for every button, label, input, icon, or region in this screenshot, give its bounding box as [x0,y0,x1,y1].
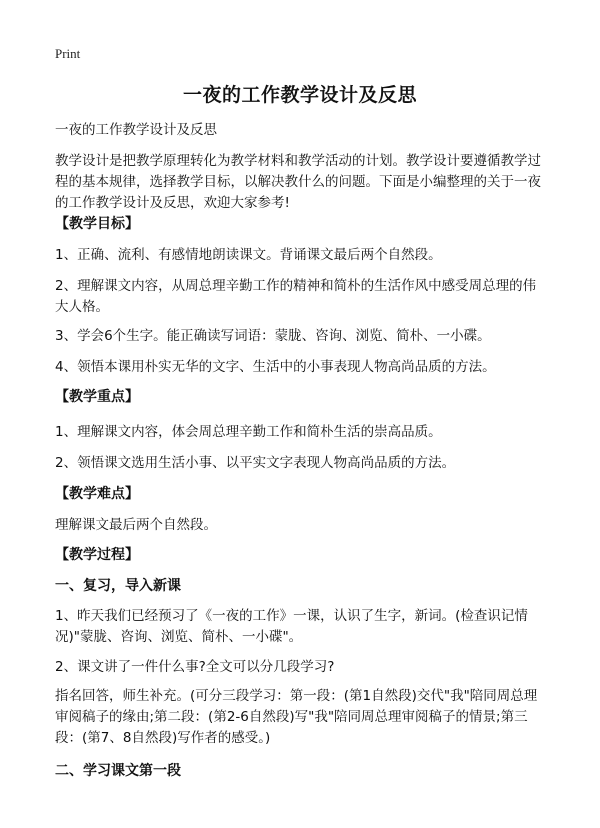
key-points-heading: 【教学重点】 [55,389,139,405]
goal-item-3: 3、学会6个生字。能正确读写词语：蒙胧、咨询、浏览、简朴、一小碟。 [55,328,491,344]
key-point-item-2: 2、领悟课文选用生活小事、以平实文字表现人物高尚品质的方法。 [55,455,456,471]
goal-item-1: 1、正确、流利、有感情地朗读课文。背诵课文最后两个自然段。 [55,247,442,263]
page-title: 一夜的工作教学设计及反思 [182,84,417,106]
key-point-item-1: 1、理解课文内容，体会周总理辛勤工作和简朴生活的崇高品质。 [55,424,442,440]
section-2-heading: 二、学习课文第一段 [55,763,181,779]
process-paragraph-2: 2、课文讲了一件什么事?全文可以分几段学习? [55,659,335,675]
intro-paragraph: 教学设计是把教学原理转化为教学材料和教学活动的计划。教学设计要遵循教学过程的基本规律，选择教学目标，以解决教什么的问题。下面是小编整理的关于一夜的工作教学设计及反思，欢迎大家参考! [55,153,541,211]
goal-item-2: 2、理解课文内容，从周总理辛勤工作的精神和简朴的生活作风中感受周总理的伟大人格。 [55,278,537,315]
section-1-heading: 一、复习，导入新课 [55,578,181,594]
difficulties-text: 理解课文最后两个自然段。 [55,517,217,533]
print-link[interactable]: Print [55,46,81,61]
process-paragraph-1: 1、昨天我们已经预习了《一夜的工作》一课，认识了生字，新词。(检查识记情况)"蒙胧、咨询、浏览、简朴、一小碟"。 [55,608,528,645]
subtitle: 一夜的工作教学设计及反思 [55,122,217,138]
process-paragraph-3: 指名回答，师生补充。(可分三段学习：第一段：(第1自然段)交代"我"陪同周总理审阅稿子的缘由;第二段：(第2-6自然段)写"我"陪同周总理审阅稿子的情景;第三段：(第7、8自然段)写作者的感受。) [55,688,538,746]
goal-item-4: 4、领悟本课用朴实无华的文字、生活中的小事表现人物高尚品质的方法。 [55,359,496,375]
goals-heading: 【教学目标】 [55,216,139,232]
process-heading: 【教学过程】 [55,547,139,563]
difficulties-heading: 【教学难点】 [55,486,139,502]
